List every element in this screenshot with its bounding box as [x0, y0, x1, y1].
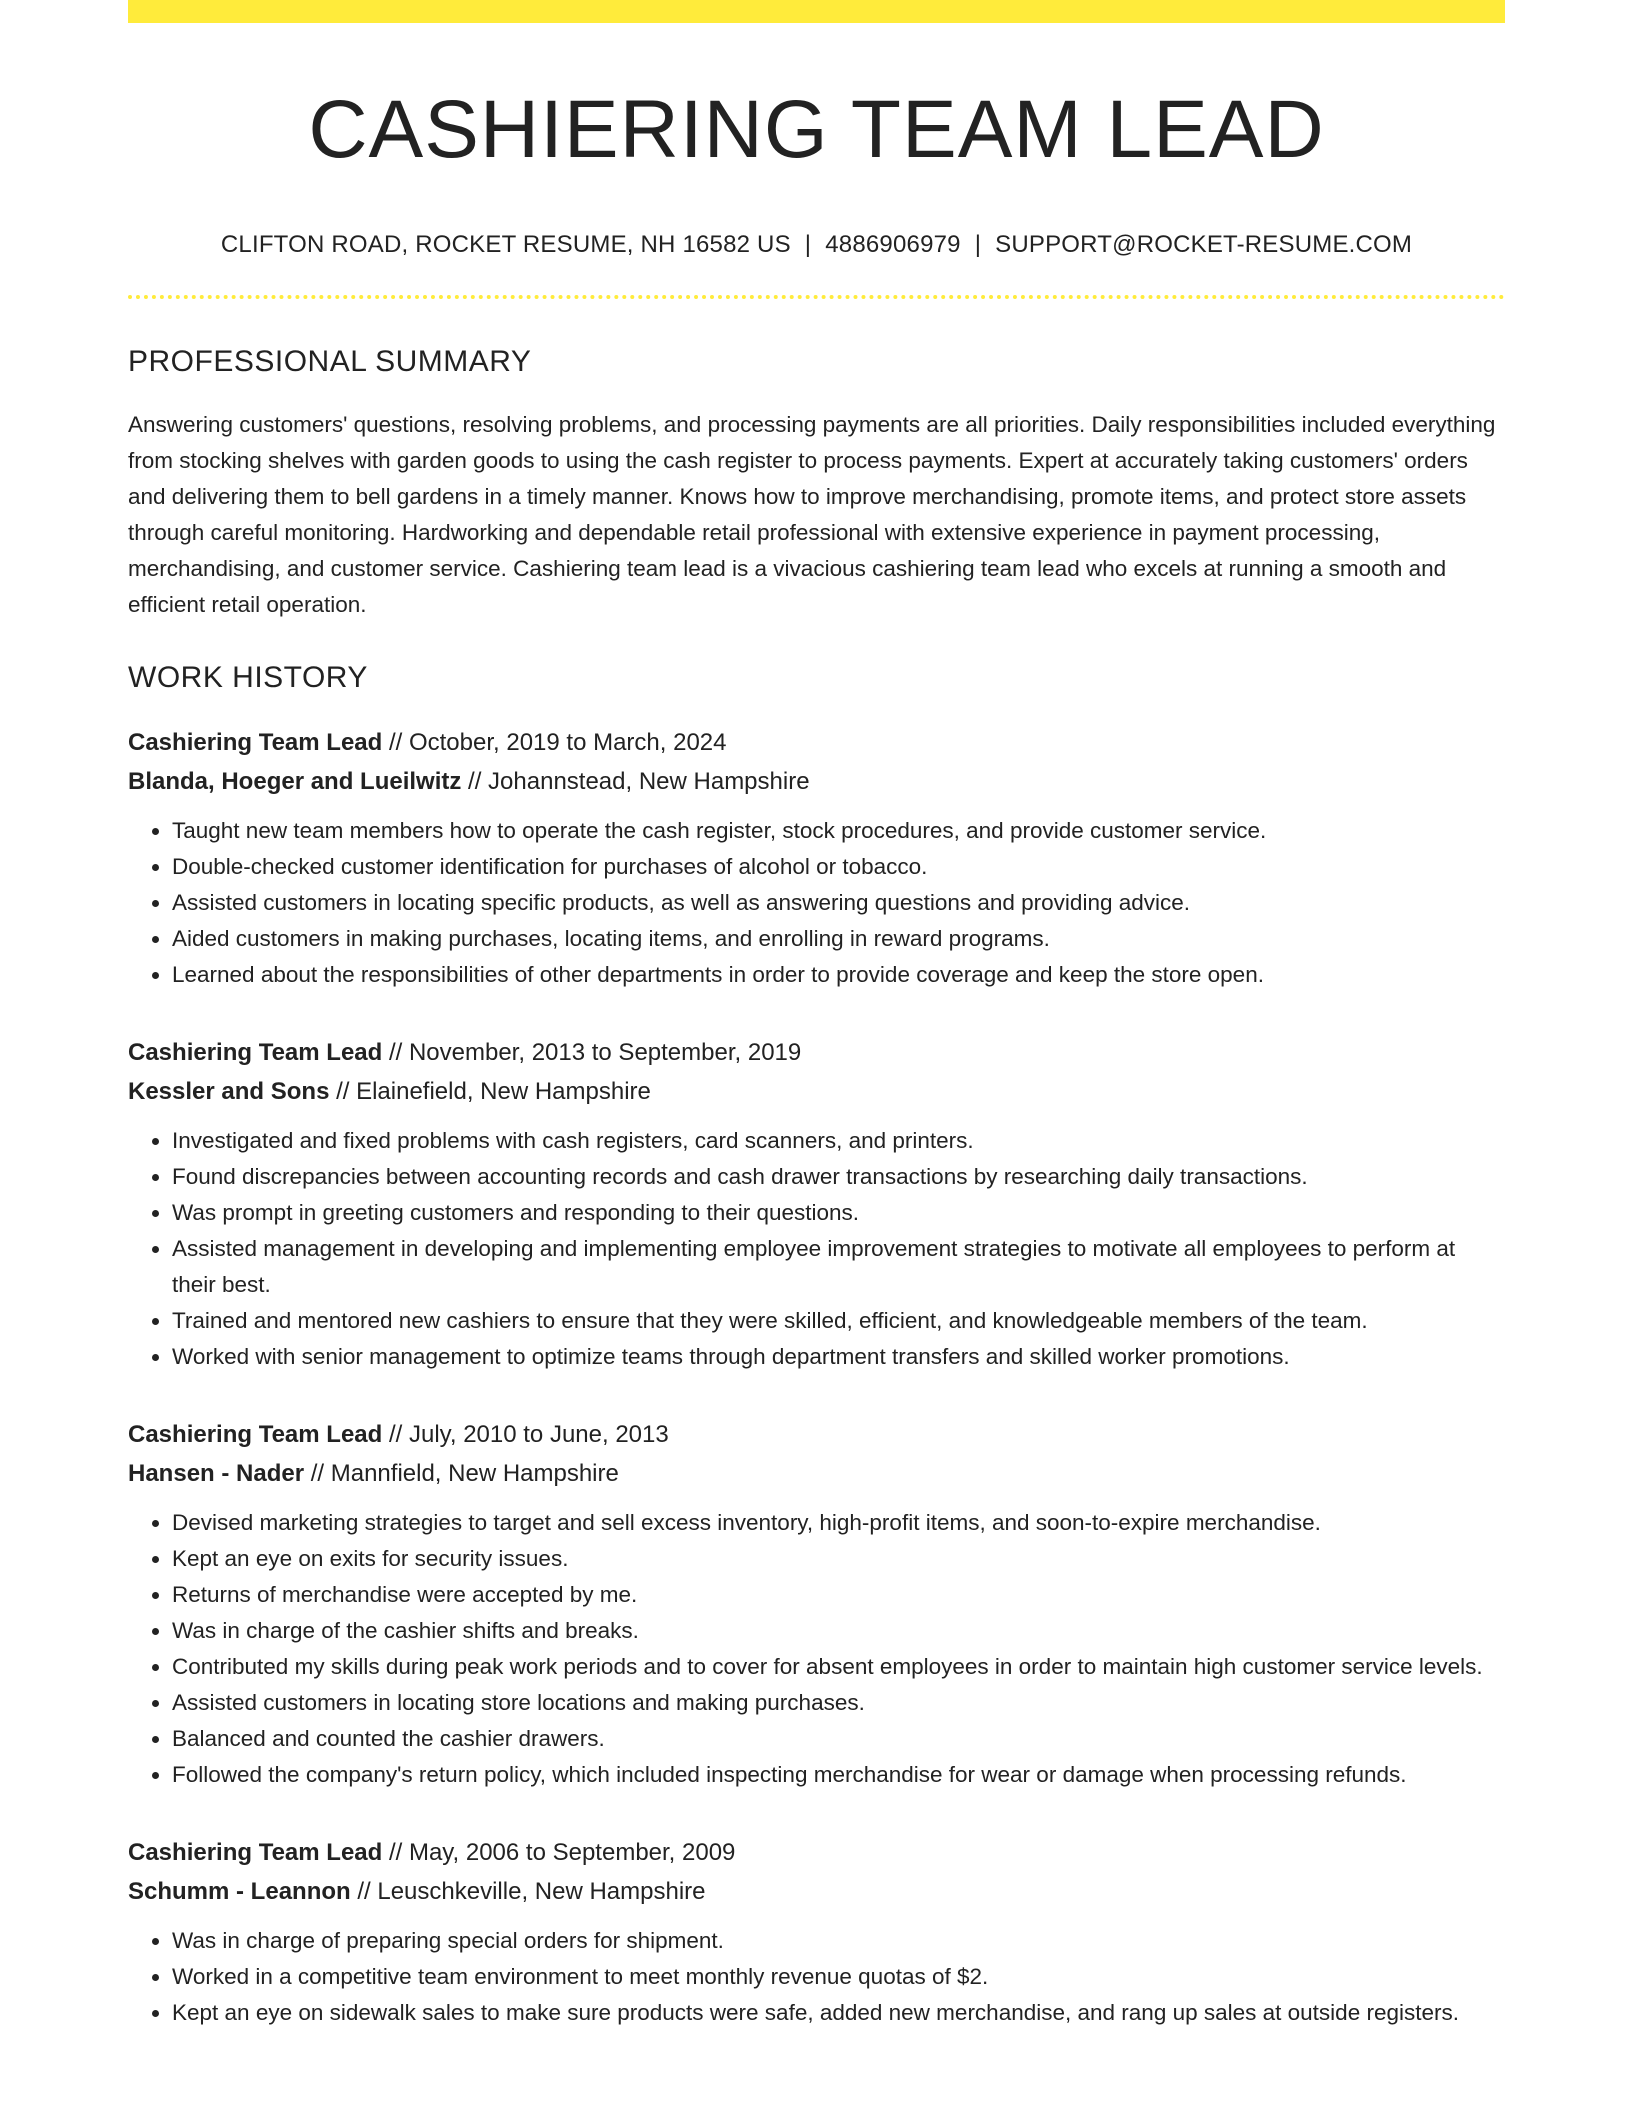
job-title-line	[128, 1033, 1505, 1072]
job-title-line	[128, 1833, 1505, 1872]
job-bullet: • Kept an eye on sidewalk sales to make sure products were safe, added new merchandise, and rang up sales at outside registers.	[172, 1995, 1505, 2031]
job-bullet: • Worked with senior management to optimize teams through department transfers and skilled worker promotions.	[172, 1339, 1505, 1375]
job-location: // Mannfield, New Hampshire	[304, 1460, 619, 1488]
summary-heading: PROFESSIONAL SUMMARY	[128, 345, 532, 379]
job-bullet: • Learned about the responsibilities of other departments in order to provide coverage and keep the store open.	[172, 957, 1505, 993]
job-bullet: • Kept an eye on exits for security issues.	[172, 1541, 1505, 1577]
job-entry	[128, 1415, 1505, 1793]
contact-phone: 4886906979	[825, 231, 961, 259]
job-bullet: • Was in charge of the cashier shifts and breaks.	[172, 1613, 1505, 1649]
job-bullet: • Taught new team members how to operate the cash register, stock procedures, and provide customer service.	[172, 813, 1505, 849]
job-bullet: • Assisted customers in locating specific products, as well as answering questions and providing advice.	[172, 885, 1505, 921]
job-company: Schumm - Leannon	[128, 1878, 351, 1906]
job-bullet: • Was prompt in greeting customers and responding to their questions.	[172, 1195, 1505, 1231]
resume-name: CASHIERING TEAM LEAD	[308, 84, 1325, 175]
job-title-line	[128, 1415, 1505, 1454]
job-company: Hansen - Nader	[128, 1460, 305, 1488]
job-entry	[128, 1033, 1505, 1375]
job-bullet: • Balanced and counted the cashier drawers.	[172, 1721, 1505, 1757]
job-role: Cashiering Team Lead	[128, 1421, 383, 1449]
contact-separator: |	[974, 231, 982, 259]
contact-email: SUPPORT@ROCKET-RESUME.COM	[995, 231, 1413, 259]
job-bullet: • Followed the company's return policy, which included inspecting merchandise for wear or damage when processing refunds.	[172, 1757, 1505, 1793]
work-history-heading: WORK HISTORY	[128, 661, 368, 695]
job-role: Cashiering Team Lead	[128, 1039, 383, 1067]
work-history-list	[128, 723, 1505, 2031]
job-location: // Elainefield, New Hampshire	[329, 1078, 651, 1106]
job-bullet: • Investigated and fixed problems with cash registers, card scanners, and printers.	[172, 1123, 1505, 1159]
job-company: Blanda, Hoeger and Lueilwitz	[128, 768, 462, 796]
job-location: // Leuschkeville, New Hampshire	[350, 1878, 706, 1906]
job-bullet: • Double-checked customer identification for purchases of alcohol or tobacco.	[172, 849, 1505, 885]
job-company-line	[128, 762, 1505, 801]
summary-text: Answering customers' questions, resolving problems, and processing payments are all priorities. Daily responsibilities included everything from stocking shelves with garden goods to using the cash register to process payments. Expert at accurately taking customers' orders and delivering them to bell gardens in a timely manner. Knows how to improve merchandising, promote items, and protect store assets through careful monitoring. Hardworking and dependable retail professional with extensive experience in payment processing, merchandising, and customer service. Cashiering team lead is a vivacious cashiering team lead who excels at running a smooth and efficient retail operation.	[128, 412, 1496, 618]
job-bullets	[128, 1923, 1505, 2031]
job-dates: // May, 2006 to September, 2009	[382, 1839, 736, 1867]
job-bullet: • Aided customers in making purchases, locating items, and enrolling in reward programs.	[172, 921, 1505, 957]
job-company: Kessler and Sons	[128, 1078, 330, 1106]
job-bullet: • Found discrepancies between accounting records and cash drawer transactions by researching daily transactions.	[172, 1159, 1505, 1195]
job-entry	[128, 723, 1505, 993]
contact-line	[128, 231, 1505, 259]
job-role: Cashiering Team Lead	[128, 1839, 383, 1867]
job-company-line	[128, 1872, 1505, 1911]
contact-separator: |	[804, 231, 812, 259]
job-bullet: • Contributed my skills during peak work periods and to cover for absent employees in order to maintain high customer service levels.	[172, 1649, 1505, 1685]
job-entry	[128, 1833, 1505, 2031]
job-dates: // October, 2019 to March, 2024	[382, 729, 727, 757]
job-dates: // November, 2013 to September, 2019	[382, 1039, 802, 1067]
job-bullets	[128, 813, 1505, 993]
dotted-divider	[128, 295, 1505, 299]
job-role: Cashiering Team Lead	[128, 729, 383, 757]
job-bullets	[128, 1123, 1505, 1375]
accent-top-bar	[128, 0, 1505, 23]
resume-page	[128, 0, 1505, 2031]
job-bullet: • Devised marketing strategies to target and sell excess inventory, high-profit items, and soon-to-expire merchandise.	[172, 1505, 1505, 1541]
job-bullets	[128, 1505, 1505, 1793]
job-company-line	[128, 1072, 1505, 1111]
job-company-line	[128, 1454, 1505, 1493]
job-title-line	[128, 723, 1505, 762]
job-bullet: • Returns of merchandise were accepted by me.	[172, 1577, 1505, 1613]
job-location: // Johannstead, New Hampshire	[461, 768, 810, 796]
contact-address: CLIFTON ROAD, ROCKET RESUME, NH 16582 US	[220, 231, 791, 259]
job-dates: // July, 2010 to June, 2013	[382, 1421, 669, 1449]
job-bullet: • Worked in a competitive team environment to meet monthly revenue quotas of $2.	[172, 1959, 1505, 1995]
job-bullet: • Assisted customers in locating store locations and making purchases.	[172, 1685, 1505, 1721]
job-bullet: • Was in charge of preparing special orders for shipment.	[172, 1923, 1505, 1959]
job-bullet: • Trained and mentored new cashiers to ensure that they were skilled, efficient, and knowledgeable members of the team.	[172, 1303, 1505, 1339]
job-bullet: • Assisted management in developing and implementing employee improvement strategies to motivate all employees to perform at their best.	[172, 1231, 1505, 1303]
